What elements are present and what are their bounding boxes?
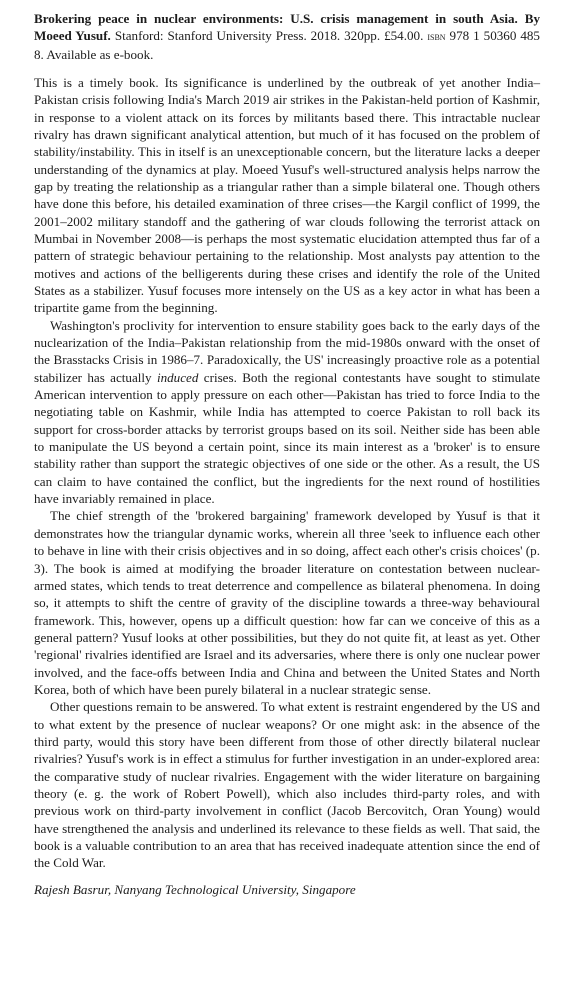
paragraph-2-part-2: crises. Both the regional contestants have sought to stimulate American intervention to apply pressure on each other—Pakistan has tried to force India to the negotiating table on Kashmir, while India has attempted to coerce Pakistan to roll back its support for cross-border attacks by terrorist groups based on its soil. Neither side has been able to manipulate the US beyond a certain point, since its main interest as a 'broker' is to ensure stability rather than support the strategic objectives of one side or the other. As a result, the US can claim to have contained the conflict, but the ingredients for the next round of hostilities have invariably remained in place. [34,369,541,507]
isbn-label: isbn [427,29,446,44]
paragraph-2-part-1: Washington's proclivity for intervention to ensure stability goes back to the early days of the nuclearization of the India–Pakistan relationship from the mid-1980s onward with the onset of the Brasstacks Crisis in 1986–7. Paradoxically, the US' increasingly proactive role as a potential stabilizer has actually [34,317,540,385]
book-title: Brokering peace in nuclear environments: U.S. crisis management in south Asia. [34,11,518,26]
paragraph-4: Other questions remain to be answered. To what extent is restraint engendered by the US and to what extent by the presence of nuclear weapons? Or one might ask: in the absence of the third party, would this story have been different from those of other directly bilateral nuclear rivalries? Yusuf's work is in effect a stimulus for further investigation in an under-explored area: the comparative study of nuclear rivalries. Engagement with the wider literature on bargaining theory (e. g. the work of Robert Powell), which also includes third-party roles, and with previous work on third-party involvement in conflict (Jacob Bercovitch, Oran Young) would have strengthened the analysis and underlined its relevance to these fields as well. That said, the book is a valuable contribution to an area that has received inadequate attention since the end of the Cold War. [34,699,540,871]
book-citation [34,10,540,63]
paragraph-1: This is a timely book. Its significance is underlined by the outbreak of yet another India–Pakistan crisis following India's March 2019 air strikes in the Pakistan-held portion of Kashmir, in response to a violent attack on its forces by militants based there. This intractable nuclear rivalry has drawn significant analytical attention, but much of it has focused on the problem of stability/instability. This in itself is an unexceptionable concern, but the literature lacks a deeper understanding of the dynamics at play. Moeed Yusuf's well-structured analysis helps narrow the gap by treating the relationship as a triangular rather than a simple bilateral one. Though others have done this before, his detailed examination of three crises—the Kargil conflict of 1999, the 2001–2002 military standoff and the gathering of war clouds following the terrorist attack on Mumbai in November 2008—is perhaps the most systematic elucidation attempted thus far of a pattern of strategic behaviour pertaining to the relationship. Most analysts pay attention to the motives and actions of the belligerents during these crises and identify the role of the United States as a stabilizer. Yusuf focuses more intensely on the US as a key actor in what has been a tripartite game from the beginning. [34,74,540,316]
paragraph-2-emphasis: induced [156,369,199,385]
by-word: By [524,11,540,26]
paragraph-2 [34,317,540,508]
paragraph-3: The chief strength of the 'brokered bargaining' framework developed by Yusuf is that it demonstrates how the triangular dynamic works, wherein all three 'seek to influence each other to behave in line with their crisis objectives and in so doing, affect each other's crisis choices' (p. 3). The book is aimed at modifying the broader literature on contestation between nuclear-armed states, which tends to treat deterrence and compellence as bilateral phenomena. In doing so, it attempts to shift the centre of gravity of the discipline towards a three-way behavioural framework. This, however, opens up a difficult question: how far can we conceive of this as a general pattern? Yusuf looks at other possibilities, but they do not quite fit, at least as yet. Other 'regional' rivalries identified are Israel and its adversaries, where there is only one nuclear power involved, and the face-offs between India and China and between the United States and North Korea, both of which have been purely bilateral in a nuclear strategic sense. [34,508,540,697]
publication-details: Stanford: Stanford University Press. 2018. 320pp. £54.00. [114,28,424,44]
isbn-details: 978 1 50360 485 8. Available as e-book. [34,28,540,62]
book-author: Moeed Yusuf. [34,28,111,44]
reviewer-signature: Rajesh Basrur, Nanyang Technological University, Singapore [34,881,356,897]
review-body [34,74,540,872]
